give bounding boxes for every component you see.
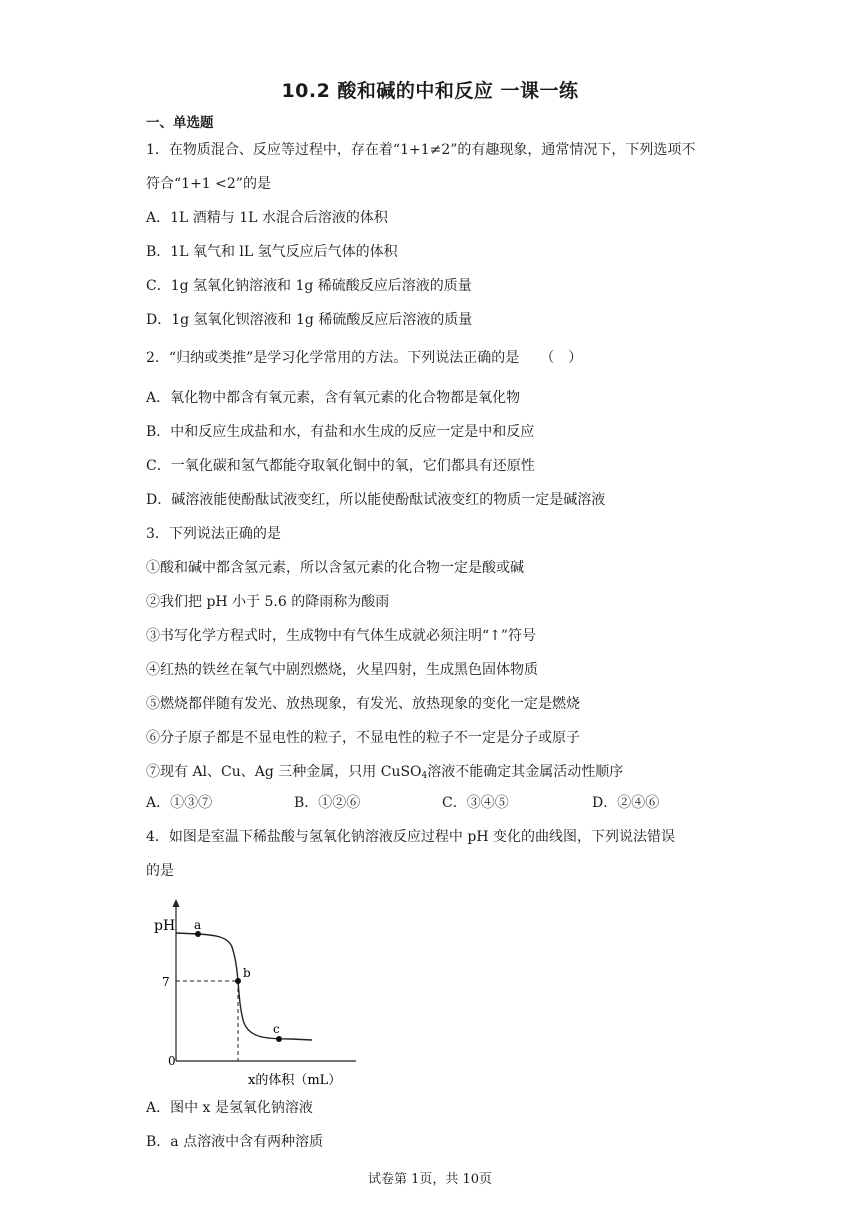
q4-stem-line1: 4．如图是室温下稀盐酸与氢氧化钠溶液反应过程中 pH 变化的曲线图，下列说法错误 xyxy=(146,829,675,845)
q2-option-a: A．氧化物中都含有氧元素，含有氧元素的化合物都是氧化物 xyxy=(146,390,521,406)
q2-option-c: C．一氧化碳和氢气都能夺取氧化铜中的氧，它们都具有还原性 xyxy=(146,458,535,474)
q4-option-b: B．a 点溶液中含有两种溶质 xyxy=(146,1134,324,1150)
q3-statement-7 xyxy=(146,762,623,786)
point-b-label: b xyxy=(243,966,251,980)
point-a-label: a xyxy=(194,918,202,932)
point-c-label: c xyxy=(273,1022,280,1036)
q1-option-d: D．1g 氢氧化钡溶液和 1g 稀硫酸反应后溶液的质量 xyxy=(146,312,473,328)
q3-option-d: D．②④⑥ xyxy=(592,795,660,811)
page-title: 10.2 酸和碱的中和反应 一课一练 xyxy=(281,80,579,102)
q2-option-d: D．碱溶液能使酚酞试液变红，所以能使酚酞试液变红的物质一定是碱溶液 xyxy=(146,492,606,508)
point-c-marker xyxy=(276,1036,282,1042)
q4-stem-line2: 的是 xyxy=(146,863,174,879)
origin-label: 0 xyxy=(168,1054,176,1068)
q1-option-a: A．1L 酒精与 1L 水混合后溶液的体积 xyxy=(146,210,388,226)
y-axis-label: pH xyxy=(154,918,176,934)
y-tick-7: 7 xyxy=(162,975,170,989)
q3-statement-7-subscript: 4 xyxy=(421,771,428,781)
ph-curve-chart xyxy=(146,893,366,1093)
page-footer: 试卷第 1页，共 10页 xyxy=(367,1172,493,1187)
q3-option-a: A．①③⑦ xyxy=(146,795,213,811)
q4-option-a: A．图中 x 是氢氧化钠溶液 xyxy=(146,1100,313,1116)
q3-statement-5: ⑤燃烧都伴随有发光、放热现象，有发光、放热现象的变化一定是燃烧 xyxy=(146,696,580,712)
q3-option-c: C．③④⑤ xyxy=(442,795,509,811)
q1-option-b: B．1L 氧气和 lL 氢气反应后气体的体积 xyxy=(146,244,398,260)
q3-option-b: B．①②⑥ xyxy=(294,795,361,811)
q1-stem-line1: 1．在物质混合、反应等过程中，存在着“1+1≠2”的有趣现象，通常情况下，下列选项不 xyxy=(146,142,696,158)
ph-curve-line xyxy=(176,933,312,1040)
q1-option-c: C．1g 氢氧化钠溶液和 1g 稀硫酸反应后溶液的质量 xyxy=(146,278,472,294)
q2-option-b: B．中和反应生成盐和水，有盐和水生成的反应一定是中和反应 xyxy=(146,424,535,440)
q3-statement-2: ②我们把 pH 小于 5.6 的降雨称为酸雨 xyxy=(146,594,390,610)
x-axis-label: x的体积（mL） xyxy=(248,1073,342,1088)
q3-stem: 3．下列说法正确的是 xyxy=(146,526,281,542)
q3-statement-1: ①酸和碱中都含氢元素，所以含氢元素的化合物一定是酸或碱 xyxy=(146,560,524,576)
point-b-marker xyxy=(235,978,241,984)
q3-statement-7-prefix: ⑦现有 Al、Cu、Ag 三种金属，只用 CuSO xyxy=(146,764,422,780)
q3-statement-4: ④红热的铁丝在氧气中剧烈燃烧，火星四射，生成黑色固体物质 xyxy=(146,662,538,678)
q3-statement-6: ⑥分子原子都是不显电性的粒子，不显电性的粒子不一定是分子或原子 xyxy=(146,730,580,746)
q3-options xyxy=(146,793,706,813)
q3-statement-7-suffix: 溶液不能确定其金属活动性顺序 xyxy=(427,764,624,780)
section-heading: 一、单选题 xyxy=(146,115,214,131)
y-axis-arrow xyxy=(173,899,180,907)
q1-stem-line2: 符合“1+1 <2”的是 xyxy=(146,176,271,192)
q3-statement-3: ③书写化学方程式时，生成物中有气体生成就必须注明“↑”符号 xyxy=(146,628,537,644)
q2-stem: 2．“归纳或类推”是学习化学常用的方法。下列说法正确的是 （ ） xyxy=(146,350,583,366)
